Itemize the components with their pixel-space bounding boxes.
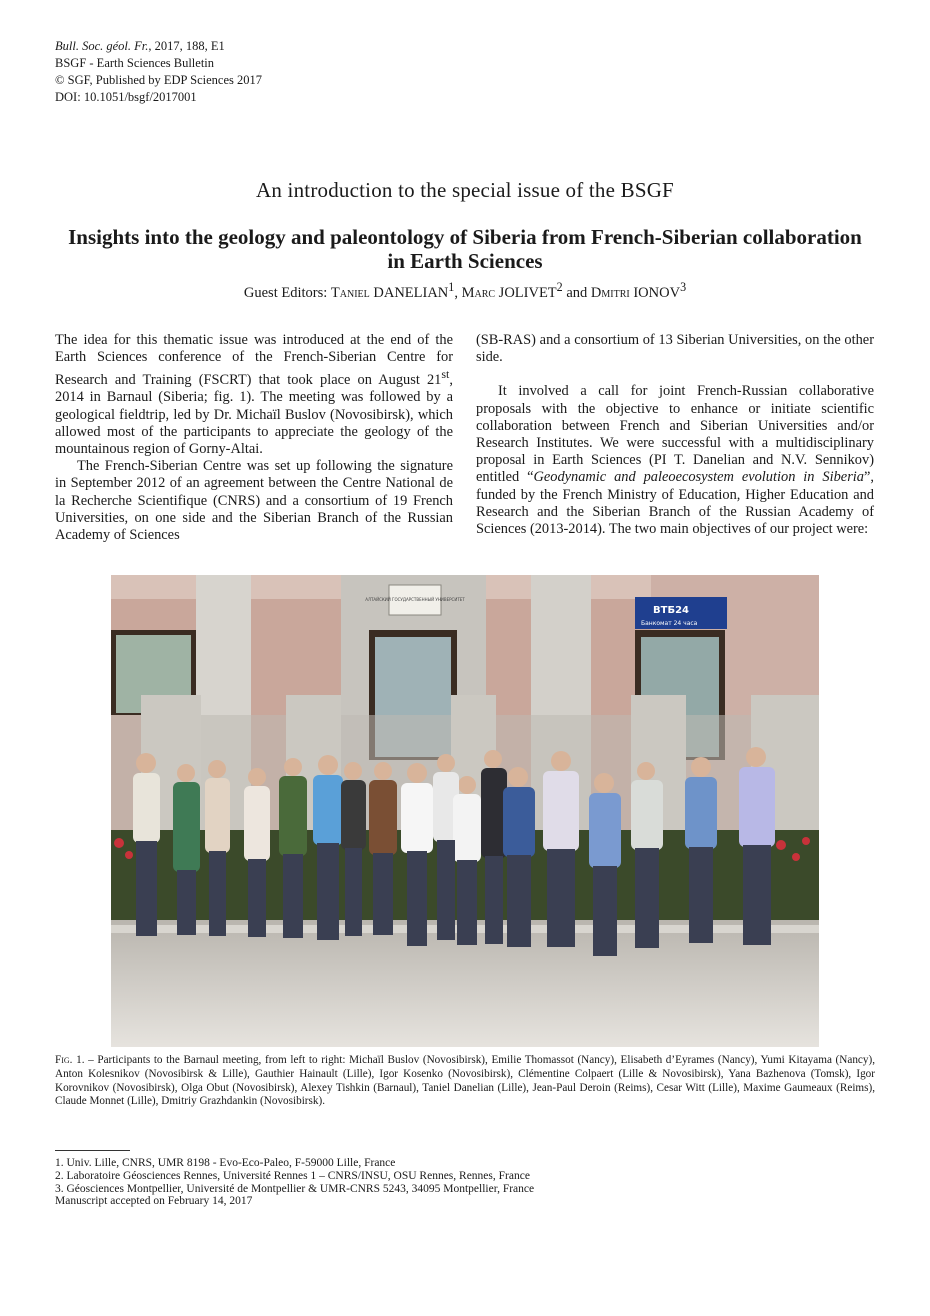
group-photo xyxy=(111,575,819,1047)
editor-2-affil: 2 xyxy=(556,280,563,294)
editor-1-last: DANELIAN xyxy=(373,284,449,301)
footnote-1: 1. Univ. Lille, CNRS, UMR 8198 - Evo-Eco-Paleo, F-59000 Lille, France xyxy=(55,1157,396,1169)
journal-bulletin: BSGF - Earth Sciences Bulletin xyxy=(55,56,215,70)
paragraph-1 xyxy=(55,332,453,458)
paragraph-4-part-a: It involved a call for joint French-Russian collaborative proposals with the objective to enhance or initiate scientific collaboration between French and Siberian Universities and/or Research Institutes. We were successful with a multidisciplinary proposal in Earth Sciences (PI T. Danelian and N.V. Sennikov) entitled “ xyxy=(476,383,874,486)
journal-volume: , 2017, 188, E1 xyxy=(148,39,225,53)
guest-editors: Guest Editors: Taniel DANELIAN$^1$, Marc JOLIVET$^2$ and Dmitri IONOV$^3$ xyxy=(243,280,687,301)
editor-1-first: Taniel xyxy=(330,284,370,301)
paragraph-4 xyxy=(476,383,874,538)
editors-prefix: Guest Editors: xyxy=(243,284,331,301)
editor-2-last: JOLIVET xyxy=(498,284,557,301)
manuscript-accepted: Manuscript accepted on February 14, 2017 xyxy=(55,1195,253,1208)
figure-caption-text: – Participants to the Barnaul meeting, from left to right: Michaïl Buslov (Novosibirsk), Emilie Thomassot (Nancy), Elisabeth d’Eyrames (Nancy), Yumi Kitayama (Nancy), Anton Kolesnikov (Novosibirsk & Lille), Gauthier Hainault (Lille), Igor Kosenko (Novosibirsk), Clémentine Colpaert (Lille & Novosibirsk), Yana Bazhenova (Tomsk), Igor Korovnikov (Novosibirsk), Olga Obut (Novosibirsk), Alexey Tishkin (Barnaul), Taniel Danelian (Lille), Jean-Paul Deroin (Reims), Cesar Witt (Lille), Maxime Gaumeaux (Reims), Claude Monnet (Lille), Dmitriy Grazhdankin (Novosibirsk). xyxy=(55,1054,875,1108)
journal-citation xyxy=(55,38,262,55)
footnotes xyxy=(55,1150,534,1208)
body-column-right xyxy=(476,332,874,538)
footnote-2: 2. Laboratoire Géosciences Rennes, Université Rennes 1 – CNRS/INSU, OSU Rennes, Rennes, France xyxy=(55,1169,530,1182)
plaque-sign: АЛТАЙСКИЙ ГОСУДАРСТВЕННЫЙ УНИВЕРСИТЕТ xyxy=(365,597,465,602)
editors-and: and xyxy=(562,284,591,301)
paragraph-4-part-b: ”, funded by the French Ministry of Education, Higher Education and Research and the Siberian Branch of the Russian Academy of Sciences (2013-2014). The two main objectives of our project were: xyxy=(476,469,874,538)
paragraph-2: The French-Siberian Centre was set up following the signature in September 2012 of an agreement between the Centre National de la Recherche Scientifique (CNRS) and a consortium of 19 French Universities, on one side and the Siberian Branch of the Russian Academy of Sciences xyxy=(55,458,453,544)
editor-3-last: IONOV xyxy=(633,284,681,301)
project-title: Geodynamic and paleoecosystem evolution in Siberia xyxy=(533,469,864,486)
group-photo-illustration xyxy=(111,575,819,1047)
journal-name: Bull. Soc. géol. Fr. xyxy=(55,39,149,53)
journal-doi: DOI: 10.1051/bsgf/2017001 xyxy=(55,90,197,104)
footnote-3: 3. Géosciences Montpellier, Université de Montpellier & UMR-CNRS 5243, 34095 Montpellier, France xyxy=(55,1182,535,1195)
paragraph-1-part-b: , 2014 in Barnaul (Siberia; fig. 1). The meeting was followed by a geological fieldtrip, led by Dr. Michaïl Buslov (Novosibirsk), which allowed most of the participants to appreciate the geology of the mountainous region of Gorny-Altai. xyxy=(55,372,453,458)
figure-caption xyxy=(55,1054,875,1109)
bank-sign-sub: Банкомат 24 часа xyxy=(641,620,698,627)
paragraph-3: (SB-RAS) and a consortium of 13 Siberian Universities, on the other side. xyxy=(476,332,874,366)
journal-metadata xyxy=(55,38,262,106)
figure-label: Fig. 1. xyxy=(55,1054,85,1066)
article-kicker: An introduction to the special issue of the BSGF xyxy=(256,178,674,202)
bank-sign: ВТБ24 xyxy=(653,605,689,616)
paragraph-1-ordinal: st xyxy=(441,367,450,382)
paragraph-1-part-a: The idea for this thematic issue was introduced at the end of the Earth Sciences conference of the French-Siberian Centre for Research and Training (FSCRT) that took place on August 21 xyxy=(55,332,453,389)
body-column-left xyxy=(55,332,453,544)
article-title: Insights into the geology and paleontology of Siberia from French-Siberian collaboration in Earth Sciences xyxy=(68,225,862,273)
journal-copyright: © SGF, Published by EDP Sciences 2017 xyxy=(55,73,262,87)
editor-1-affil: 1 xyxy=(448,280,455,294)
footnote-rule xyxy=(55,1150,130,1151)
editor-3-affil: 3 xyxy=(680,280,687,294)
editor-3-first: Dmitri xyxy=(590,284,630,301)
editor-2-first: Marc xyxy=(461,284,496,301)
